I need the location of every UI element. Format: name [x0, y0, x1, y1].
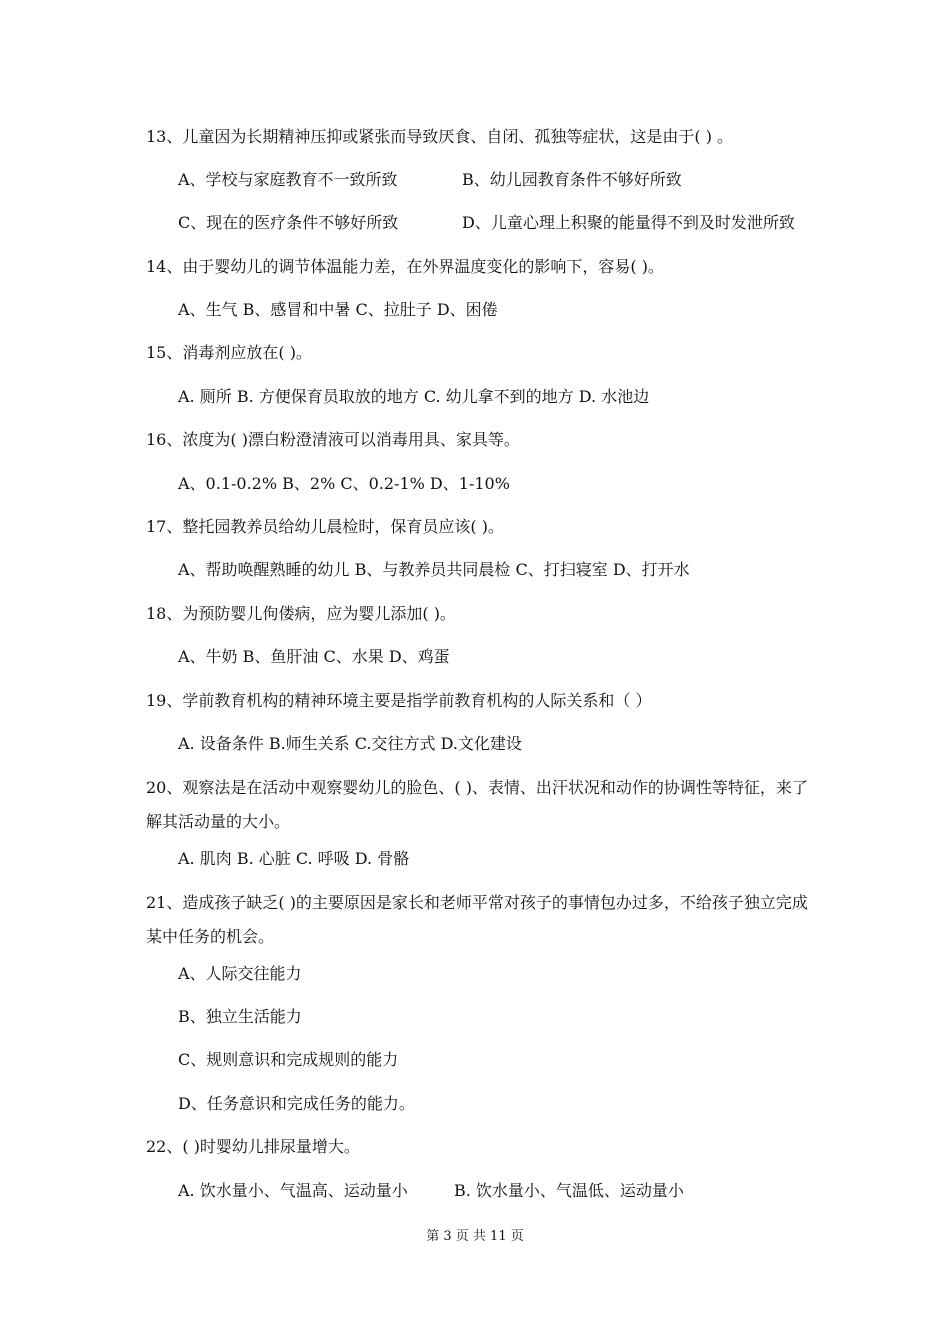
question-21-option-b: B、独立生活能力	[178, 1007, 302, 1026]
question-19-stem: 19、学前教育机构的精神环境主要是指学前教育机构的人际关系和（ ）	[146, 691, 652, 710]
question-13-option-a: A、学校与家庭教育不一致所致	[178, 170, 398, 189]
question-18-stem: 18、为预防婴儿佝偻病，应为婴儿添加( )。	[146, 604, 456, 623]
question-20-options: A. 肌肉 B. 心脏 C. 呼吸 D. 骨骼	[178, 849, 410, 868]
question-21-stem: 21、造成孩子缺乏( )的主要原因是家长和老师平常对孩子的事情包办过多，不给孩子独立完成某中任务的机会。	[146, 893, 808, 946]
question-17-options: A、帮助唤醒熟睡的幼儿 B、与教养员共同晨检 C、打扫寝室 D、打开水	[178, 560, 690, 579]
question-15-stem: 15、消毒剂应放在( )。	[146, 343, 312, 362]
question-14-options: A、生气 B、感冒和中暑 C、拉肚子 D、困倦	[178, 300, 498, 319]
question-13-stem: 13、儿童因为长期精神压抑或紧张而导致厌食、自闭、孤独等症状，这是由于( ) 。	[146, 127, 734, 146]
question-16-options: A、0.1-0.2% B、2% C、0.2-1% D、1-10%	[178, 474, 510, 493]
question-13-option-d: D、儿童心理上积聚的能量得不到及时发泄所致	[462, 213, 795, 232]
question-15-options: A. 厕所 B. 方便保育员取放的地方 C. 幼儿拿不到的地方 D. 水池边	[178, 387, 650, 406]
question-18-options: A、牛奶 B、鱼肝油 C、水果 D、鸡蛋	[178, 647, 450, 666]
question-17-stem: 17、整托园教养员给幼儿晨检时，保育员应该( )。	[146, 517, 504, 536]
question-21-option-c: C、规则意识和完成规则的能力	[178, 1050, 399, 1069]
question-13-option-c: C、现在的医疗条件不够好所致	[178, 213, 399, 232]
question-22-option-a: A. 饮水量小、气温高、运动量小	[178, 1181, 408, 1200]
question-16-stem: 16、浓度为( )漂白粉澄清液可以消毒用具、家具等。	[146, 430, 520, 449]
question-22-stem: 22、( )时婴幼儿排尿量增大。	[146, 1137, 360, 1156]
question-14-stem: 14、由于婴幼儿的调节体温能力差，在外界温度变化的影响下，容易( )。	[146, 257, 664, 276]
question-13-option-b: B、幼儿园教育条件不够好所致	[462, 170, 682, 189]
question-22-option-b: B. 饮水量小、气温低、运动量小	[454, 1181, 684, 1200]
question-20-stem: 20、观察法是在活动中观察婴幼儿的脸色、( )、表情、出汗状况和动作的协调性等特征，来了解其活动量的大小。	[146, 778, 808, 831]
question-21-option-a: A、人际交往能力	[178, 964, 302, 983]
question-19-options: A. 设备条件 B.师生关系 C.交往方式 D.文化建设	[178, 734, 522, 753]
question-21-option-d: D、任务意识和完成任务的能力。	[178, 1094, 415, 1113]
page-footer: 第 3 页 共 11 页	[426, 1229, 524, 1244]
